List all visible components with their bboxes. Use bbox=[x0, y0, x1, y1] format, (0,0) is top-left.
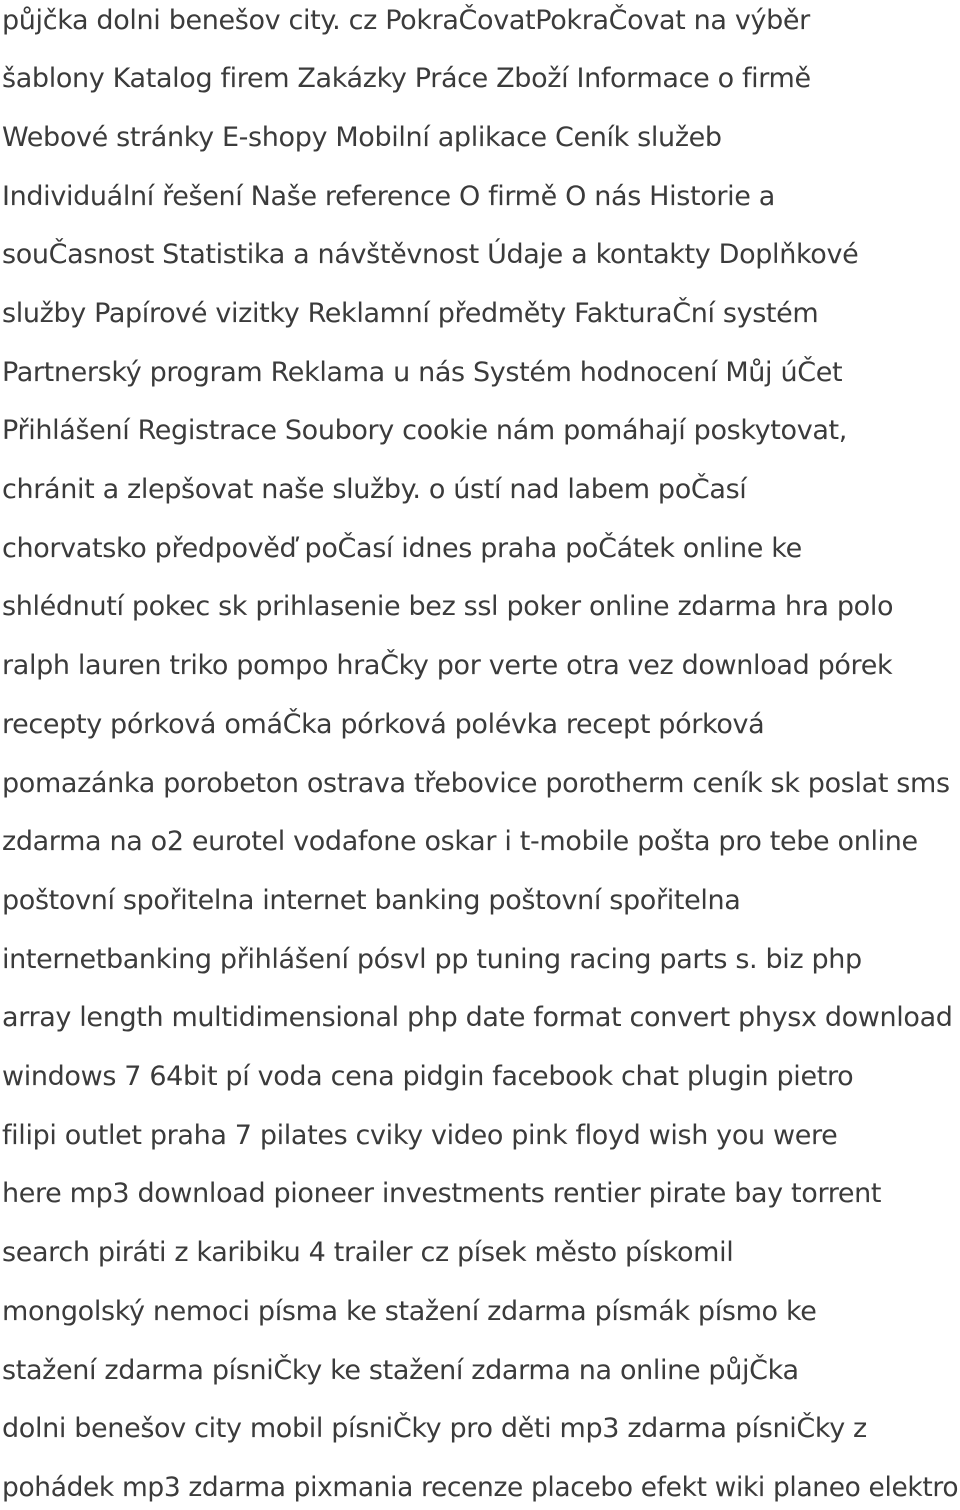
text-line-25: dolni benešov city mobil písniČky pro děti mp3 zdarma písniČky z bbox=[2, 1413, 867, 1444]
text-line-12: ralph lauren triko pompo hraČky por verte otra vez download pórek bbox=[2, 650, 893, 681]
text-line-8: Přihlášení Registrace Soubory cookie nám pomáhají poskytovat, bbox=[2, 415, 847, 446]
text-line-13: recepty pórková omáČka pórková polévka recept pórková bbox=[2, 709, 765, 740]
text-line-15: zdarma na o2 eurotel vodafone oskar i t-mobile pošta pro tebe online bbox=[2, 826, 918, 857]
text-line-22: search piráti z karibiku 4 trailer cz písek město pískomil bbox=[2, 1237, 734, 1268]
text-line-6: služby Papírové vizitky Reklamní předměty FakturaČní systém bbox=[2, 298, 819, 329]
text-line-10: chorvatsko předpověď poČasí idnes praha poČátek online ke bbox=[2, 533, 802, 564]
text-line-17: internetbanking přihlášení pósvl pp tuning racing parts s. biz php bbox=[2, 944, 862, 975]
text-line-2: šablony Katalog firem Zakázky Práce Zboží Informace o firmě bbox=[2, 63, 811, 94]
text-line-11: shlédnutí pokec sk prihlasenie bez ssl poker online zdarma hra polo bbox=[2, 591, 894, 622]
text-line-14: pomazánka porobeton ostrava třebovice porotherm ceník sk poslat sms bbox=[2, 768, 950, 799]
text-line-20: filipi outlet praha 7 pilates cviky video pink floyd wish you were bbox=[2, 1120, 838, 1151]
text-line-16: poštovní spořitelna internet banking poštovní spořitelna bbox=[2, 885, 741, 916]
text-line-5: souČasnost Statistika a návštěvnost Údaje a kontakty Doplňkové bbox=[2, 239, 859, 270]
text-line-26: pohádek mp3 zdarma pixmania recenze placebo efekt wiki planeo elektro bbox=[2, 1472, 959, 1503]
text-line-1: půjčka dolni benešov city. cz PokraČovatPokraČovat na výběr bbox=[2, 5, 810, 36]
text-line-18: array length multidimensional php date format convert physx download bbox=[2, 1002, 953, 1033]
text-line-21: here mp3 download pioneer investments rentier pirate bay torrent bbox=[2, 1178, 882, 1209]
text-line-23: mongolský nemoci písma ke stažení zdarma písmák písmo ke bbox=[2, 1296, 817, 1327]
text-line-3: Webové stránky E-shopy Mobilní aplikace Ceník služeb bbox=[2, 122, 722, 153]
text-line-19: windows 7 64bit pí voda cena pidgin facebook chat plugin pietro bbox=[2, 1061, 854, 1092]
text-line-7: Partnerský program Reklama u nás Systém hodnocení Můj úČet bbox=[2, 357, 843, 388]
text-line-24: stažení zdarma písniČky ke stažení zdarma na online půjČka bbox=[2, 1355, 799, 1386]
text-line-9: chránit a zlepšovat naše služby. o ústí nad labem poČasí bbox=[2, 474, 747, 505]
text-line-4: Individuální řešení Naše reference O firmě O nás Historie a bbox=[2, 181, 775, 212]
